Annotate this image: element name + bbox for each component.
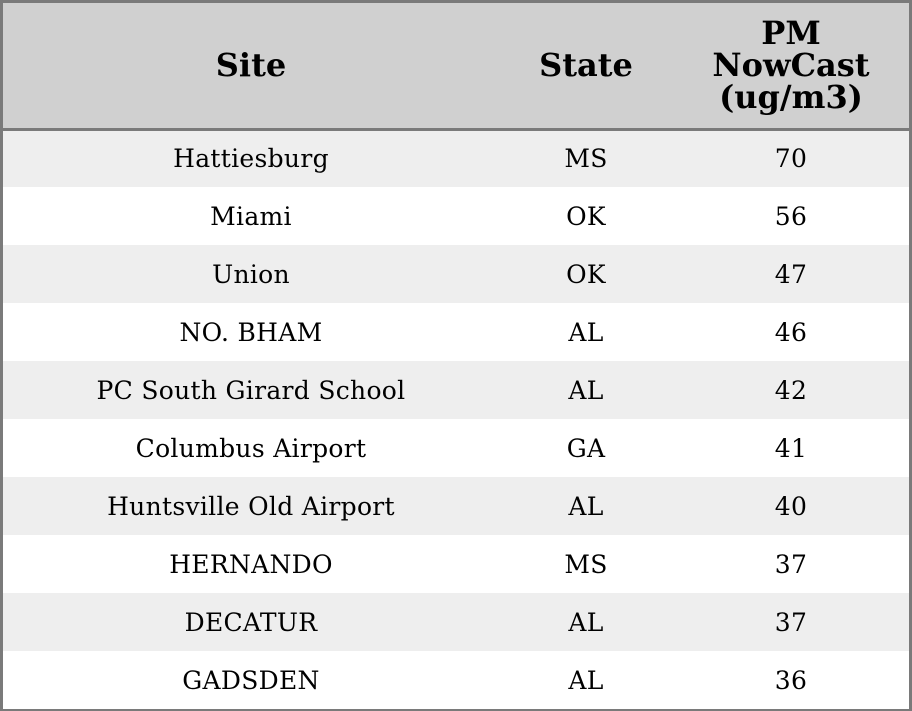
cell-site: NO. BHAM xyxy=(3,303,499,361)
cell-site: Hattiesburg xyxy=(3,129,499,187)
cell-state: AL xyxy=(499,361,673,419)
cell-pm-nowcast: 47 xyxy=(673,245,909,303)
cell-pm-nowcast: 36 xyxy=(673,651,909,709)
column-header-pm-line-2: NowCast xyxy=(712,46,870,85)
cell-site: GADSDEN xyxy=(3,651,499,709)
cell-pm-nowcast: 40 xyxy=(673,477,909,535)
cell-site: Miami xyxy=(3,187,499,245)
table-row xyxy=(3,245,909,303)
column-header-pm-line-3: (ug/m3) xyxy=(719,78,863,117)
cell-site: Union xyxy=(3,245,499,303)
cell-pm-nowcast: 46 xyxy=(673,303,909,361)
table-header xyxy=(3,3,909,129)
column-header-state: State xyxy=(499,3,673,129)
header-row xyxy=(3,3,909,129)
cell-state: AL xyxy=(499,651,673,709)
table-row xyxy=(3,303,909,361)
cell-site: Huntsville Old Airport xyxy=(3,477,499,535)
cell-pm-nowcast: 56 xyxy=(673,187,909,245)
cell-site: DECATUR xyxy=(3,593,499,651)
column-header-site: Site xyxy=(3,3,499,129)
cell-site: Columbus Airport xyxy=(3,419,499,477)
table-row xyxy=(3,535,909,593)
cell-state: OK xyxy=(499,245,673,303)
cell-site: HERNANDO xyxy=(3,535,499,593)
cell-state: AL xyxy=(499,593,673,651)
cell-pm-nowcast: 37 xyxy=(673,593,909,651)
table-row xyxy=(3,477,909,535)
cell-state: MS xyxy=(499,129,673,187)
cell-state: AL xyxy=(499,303,673,361)
cell-pm-nowcast: 37 xyxy=(673,535,909,593)
cell-pm-nowcast: 42 xyxy=(673,361,909,419)
cell-state: OK xyxy=(499,187,673,245)
table-row xyxy=(3,361,909,419)
cell-pm-nowcast: 70 xyxy=(673,129,909,187)
table-row xyxy=(3,187,909,245)
cell-state: MS xyxy=(499,535,673,593)
table-row xyxy=(3,129,909,187)
table-row xyxy=(3,651,909,709)
column-header-pm-line-1: PM xyxy=(761,14,821,53)
table-row xyxy=(3,593,909,651)
cell-site: PC South Girard School xyxy=(3,361,499,419)
cell-state: GA xyxy=(499,419,673,477)
cell-state: AL xyxy=(499,477,673,535)
cell-pm-nowcast: 41 xyxy=(673,419,909,477)
column-header-pm-nowcast xyxy=(673,3,909,129)
table-body xyxy=(3,129,909,709)
table-row xyxy=(3,419,909,477)
data-table xyxy=(3,3,909,709)
